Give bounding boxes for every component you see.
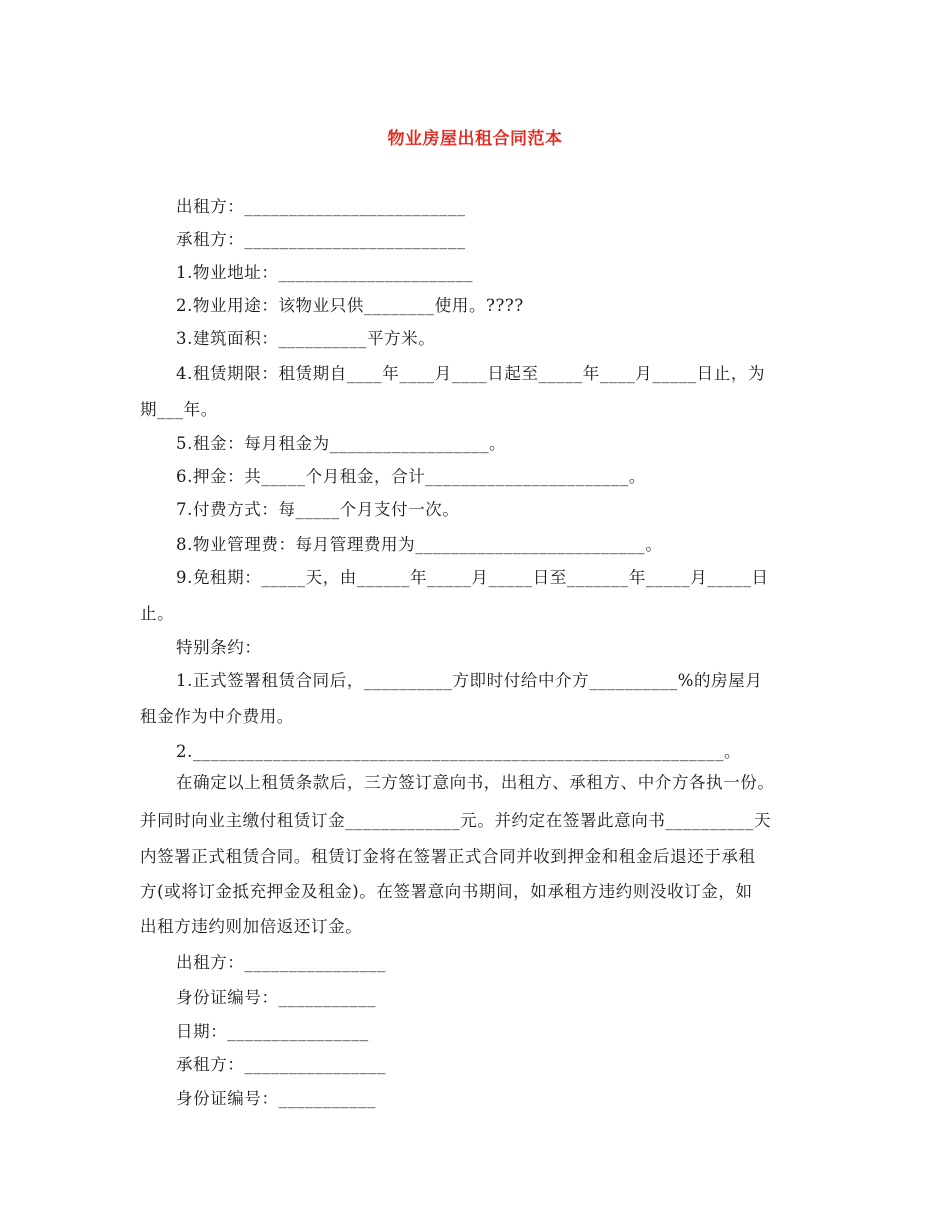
clause-rent: 5.租金：每月租金为__________________。 bbox=[176, 434, 507, 453]
clause-management-fee: 8.物业管理费：每月管理费用为__________________________。 bbox=[176, 535, 663, 554]
clause-free-period: 9.免租期：_____天，由______年_____月_____日至_______年_____月_____日 bbox=[176, 568, 769, 587]
signature-lessee: 承租方：________________ bbox=[176, 1055, 386, 1074]
signature-lessee-id: 身份证编号：___________ bbox=[176, 1089, 376, 1108]
paragraph-line-2: 并同时向业主缴付租赁订金_____________元。并约定在签署此意向书__________天 bbox=[140, 811, 772, 830]
document-title: 物业房屋出租合同范本 bbox=[387, 129, 563, 149]
special-term-1-cont: 租金作为中介费用。 bbox=[140, 707, 294, 726]
clause-payment: 7.付费方式：每_____个月支付一次。 bbox=[176, 500, 460, 519]
paragraph-line-4: 方(或将订金抵充押金及租金)。在签署意向书期间，如承租方违约则没收订金，如 bbox=[140, 882, 753, 901]
clause-deposit: 6.押金：共_____个月租金，合计_______________________。 bbox=[176, 467, 646, 486]
lessee-line: 承租方：_________________________ bbox=[176, 230, 466, 249]
special-term-1: 1.正式签署租赁合同后，__________方即时付给中介方__________%的房屋月 bbox=[176, 671, 763, 690]
clause-address: 1.物业地址：______________________ bbox=[176, 263, 474, 282]
signature-lessor-id: 身份证编号：___________ bbox=[176, 988, 376, 1007]
clause-term-cont: 期___年。 bbox=[140, 400, 218, 419]
clause-area: 3.建筑面积：__________平方米。 bbox=[176, 329, 436, 348]
clause-term: 4.租赁期限：租赁期自____年____月____日起至_____年____月_____日止，为 bbox=[176, 364, 766, 383]
signature-date: 日期：________________ bbox=[176, 1022, 369, 1041]
paragraph-line-5: 出租方违约则加倍返还订金。 bbox=[140, 917, 363, 936]
clause-free-period-cont: 止。 bbox=[140, 604, 175, 623]
signature-lessor: 出租方：________________ bbox=[176, 953, 386, 972]
paragraph-line-1: 在确定以上租赁条款后，三方签订意向书，出租方、承租方、中介方各执一份。 bbox=[176, 773, 775, 792]
paragraph-line-3: 内签署正式租赁合同。租赁订金将在签署正式合同并收到押金和租金后退还于承租 bbox=[140, 847, 756, 866]
lessor-line: 出租方：_________________________ bbox=[176, 197, 466, 216]
clause-usage: 2.物业用途：该物业只供________使用。???? bbox=[176, 296, 524, 315]
special-term-2: 2.____________________________________________________________。 bbox=[176, 742, 742, 761]
special-terms-heading: 特别条约： bbox=[176, 638, 262, 657]
